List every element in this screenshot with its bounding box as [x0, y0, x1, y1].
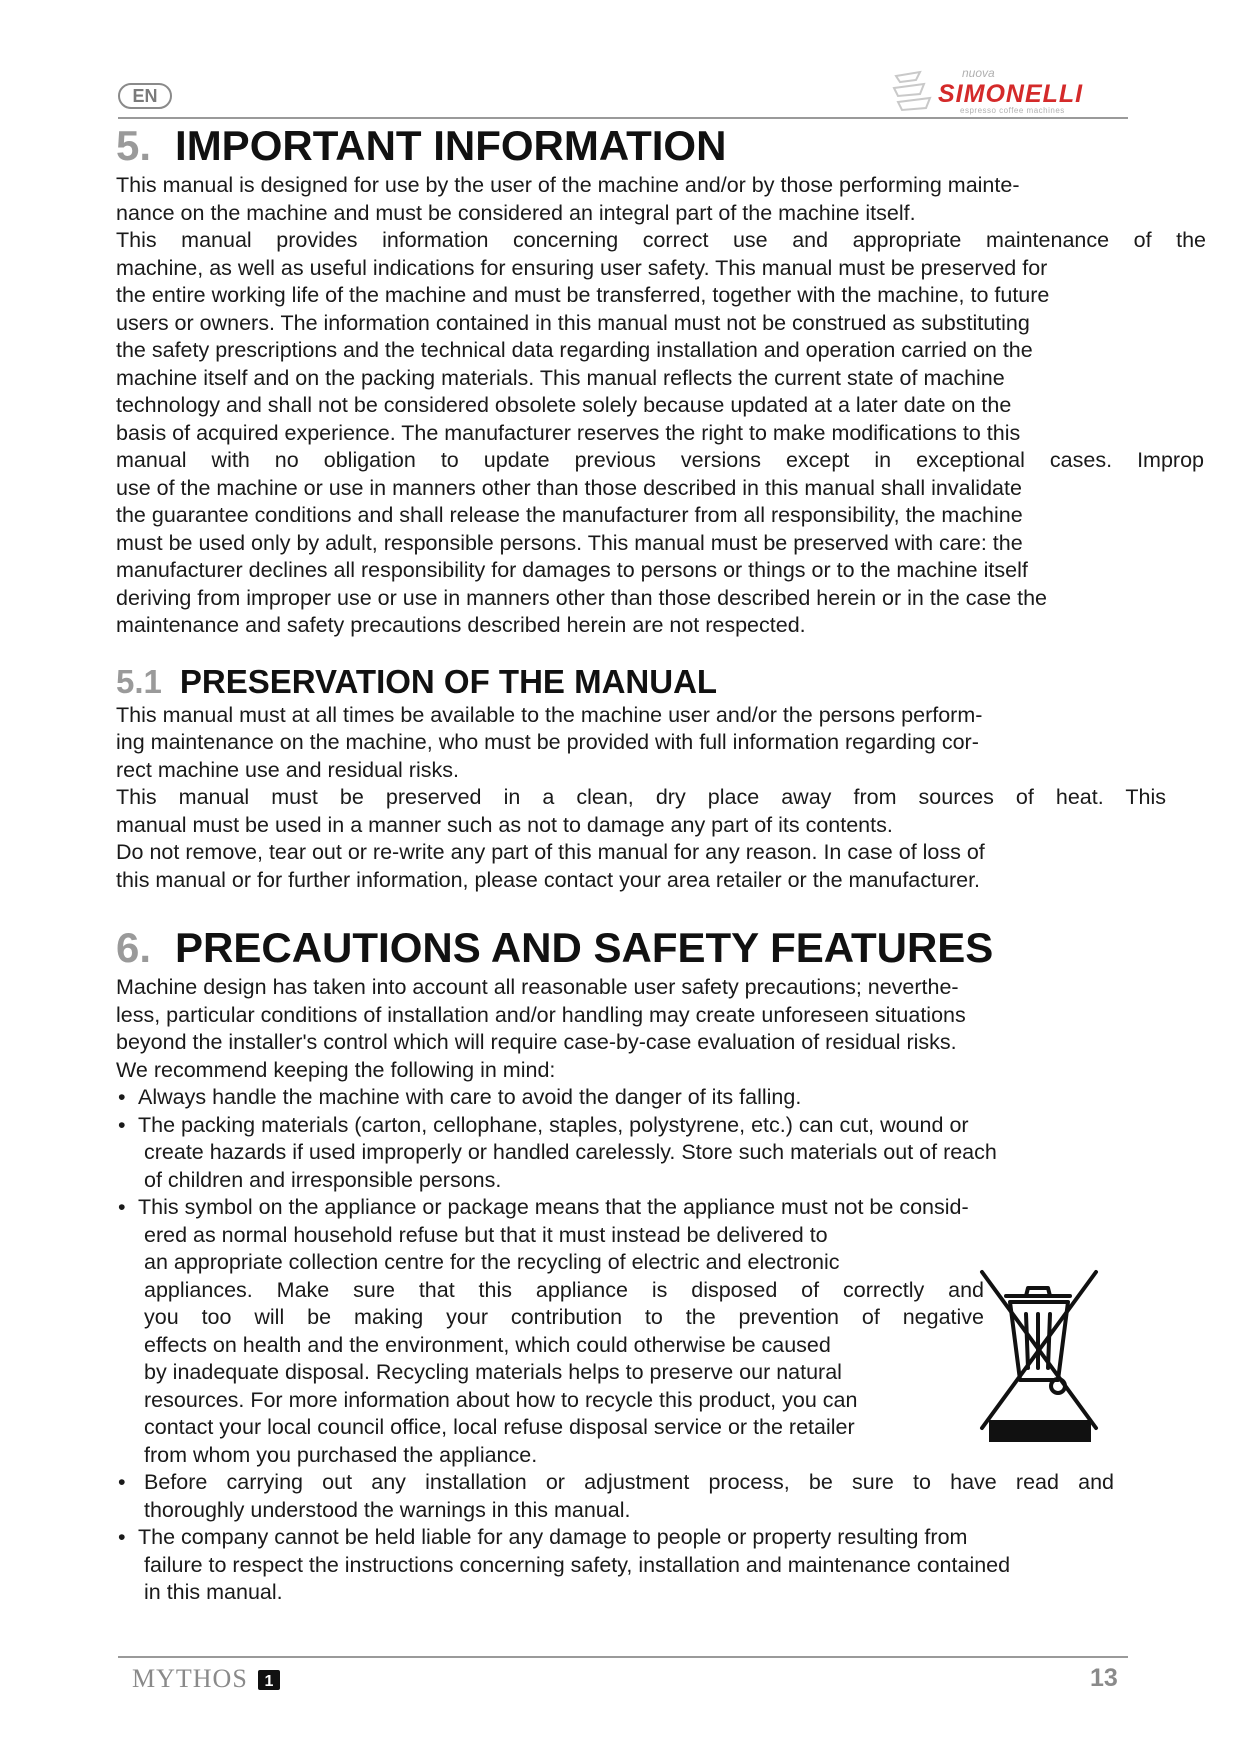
- body-line: must be used only by adult, responsible persons. This manual must be preserved with care: the: [116, 530, 1023, 555]
- bullet-line: of children and irresponsible persons.: [144, 1167, 502, 1192]
- section-number: 6.: [116, 924, 152, 971]
- bullet-line: appliances. Make sure that this appliance is disposed of correctly and: [144, 1277, 984, 1302]
- body-line: deriving from improper use or use in manners other than those described herein or in the case the: [116, 585, 1047, 610]
- section-6-body: [116, 974, 1206, 1084]
- language-badge: EN: [118, 83, 172, 109]
- body-line: This manual is designed for use by the user of the machine and/or by those performing mainte-: [116, 173, 1020, 197]
- bullet-line: by inadequate disposal. Recycling materials helps to preserve our natural: [144, 1360, 842, 1384]
- footer-divider: [118, 1656, 1128, 1658]
- bullet-icon: •: [118, 1525, 126, 1549]
- bullet-line: contact your local council office, local refuse disposal service or the retailer: [144, 1415, 855, 1439]
- body-line: machine itself and on the packing materials. This manual reflects the current state of machine: [116, 365, 1005, 390]
- body-line: machine, as well as useful indications for ensuring user safety. This manual must be preserved for: [116, 255, 1048, 280]
- body-line: This manual must be preserved in a clean, dry place away from sources of heat. This: [116, 785, 1166, 809]
- body-line: manufacturer declines all responsibility for damages to persons or things or to the machine itself: [116, 558, 1028, 582]
- body-line: use of the machine or use in manners other than those described in this manual shall invalidate: [116, 475, 1022, 500]
- list-item: [116, 1524, 1206, 1607]
- footer-model-name: MYTHOS: [132, 1664, 248, 1693]
- body-line: less, particular conditions of installation and/or handling may create unforeseen situations: [116, 1002, 966, 1027]
- model-badge-text: 1: [264, 1673, 274, 1690]
- body-line: Machine design has taken into account all reasonable user safety precautions; neverthe-: [116, 975, 959, 999]
- bullet-line: failure to respect the instructions concerning safety, installation and maintenance contained: [144, 1552, 1011, 1577]
- section-5-1-body: [116, 702, 1206, 895]
- section-title: PRESERVATION OF THE MANUAL: [179, 662, 718, 700]
- section-number: 5.: [116, 122, 152, 169]
- body-line: This manual provides information concerning correct use and appropriate maintenance of the: [116, 228, 1206, 252]
- section-5-body: [116, 172, 1206, 640]
- body-line: Do not remove, tear out or re-write any part of this manual for any reason. In case of loss of: [116, 840, 985, 864]
- bullet-line: you too will be making your contribution to the prevention of negative: [144, 1305, 984, 1329]
- body-line: this manual or for further information, please contact your area retailer or the manufacturer.: [116, 867, 981, 892]
- weee-solid-bar: [989, 1420, 1091, 1442]
- list-item: [116, 1084, 1206, 1112]
- section-title: IMPORTANT INFORMATION: [175, 122, 727, 169]
- bullet-line: resources. For more information about how to recycle this product, you can: [144, 1387, 858, 1412]
- section-5-heading: [116, 120, 1206, 172]
- header-divider: [118, 117, 1128, 119]
- list-item: [116, 1469, 1206, 1524]
- bullet-icon: •: [118, 1195, 126, 1219]
- body-line: the safety prescriptions and the technical data regarding installation and operation carried on the: [116, 338, 1033, 362]
- logo-small-text: nuova: [962, 66, 995, 80]
- bullet-line: This symbol on the appliance or package means that the appliance must not be consid-: [138, 1195, 969, 1219]
- bullet-line: in this manual.: [144, 1580, 283, 1604]
- body-line: ing maintenance on the machine, who must be provided with full information regarding cor-: [116, 730, 979, 754]
- body-line: manual with no obligation to update previous versions except in exceptional cases. Improp: [116, 448, 1204, 472]
- section-5-1-heading: [116, 662, 1206, 702]
- crossed-out-wheelie-bin-icon: [976, 1262, 1100, 1442]
- section-6-heading: [116, 922, 1206, 974]
- logo-brand-name: SIMONELLI: [938, 80, 1084, 108]
- section-title: PRECAUTIONS AND SAFETY FEATURES: [175, 924, 994, 971]
- body-line: beyond the installer's control which will require case-by-case evaluation of residual risks.: [116, 1030, 957, 1054]
- body-line: the guarantee conditions and shall release the manufacturer from all responsibility, the machine: [116, 503, 1023, 527]
- body-line: rect machine use and residual risks.: [116, 757, 459, 782]
- body-line: This manual must at all times be available to the machine user and/or the persons perform-: [116, 702, 983, 727]
- body-line: technology and shall not be considered obsolete solely because updated at a later date on the: [116, 393, 1012, 417]
- logo-swoosh-icon: [890, 68, 936, 112]
- bullet-line: from whom you purchased the appliance.: [144, 1442, 538, 1467]
- body-line: nance on the machine and must be considered an integral part of the machine itself.: [116, 200, 916, 225]
- page-number: 13: [1090, 1664, 1118, 1692]
- bullet-line: The packing materials (carton, cellophane, staples, polystyrene, etc.) can cut, wound or: [138, 1112, 969, 1137]
- body-line: users or owners. The information contained in this manual must not be construed as substituting: [116, 310, 1030, 335]
- body-line: We recommend keeping the following in mind:: [116, 1057, 556, 1082]
- body-line: maintenance and safety precautions described herein are not respected.: [116, 613, 806, 637]
- section-number: 5.1: [116, 662, 162, 700]
- bullet-line: thoroughly understood the warnings in this manual.: [144, 1497, 631, 1522]
- bullet-line: The company cannot be held liable for any damage to people or property resulting from: [138, 1525, 968, 1549]
- body-line: the entire working life of the machine and must be transferred, together with the machine, to future: [116, 283, 1050, 307]
- bullet-icon: •: [118, 1085, 126, 1109]
- bullet-icon: •: [118, 1470, 126, 1494]
- list-item: [116, 1112, 1206, 1195]
- body-line: manual must be used in a manner such as not to damage any part of its contents.: [116, 812, 893, 837]
- bullet-line: effects on health and the environment, which could otherwise be caused: [144, 1332, 831, 1357]
- bullet-icon: •: [118, 1112, 126, 1137]
- bullet-line: Always handle the machine with care to avoid the danger of its falling.: [138, 1085, 802, 1109]
- model-number-badge-icon: [258, 1670, 280, 1690]
- bullet-line: ered as normal household refuse but that it must instead be delivered to: [144, 1222, 828, 1247]
- logo-tagline: espresso coffee machines: [960, 106, 1065, 115]
- bullet-line: an appropriate collection centre for the recycling of electric and electronic: [144, 1250, 840, 1274]
- bullet-line: Before carrying out any installation or adjustment process, be sure to have read and: [144, 1470, 1114, 1494]
- simonelli-logo: [890, 62, 1132, 118]
- bullet-line: create hazards if used improperly or handled carelessly. Store such materials out of reach: [144, 1140, 997, 1164]
- body-line: basis of acquired experience. The manufacturer reserves the right to make modifications to this: [116, 420, 1021, 445]
